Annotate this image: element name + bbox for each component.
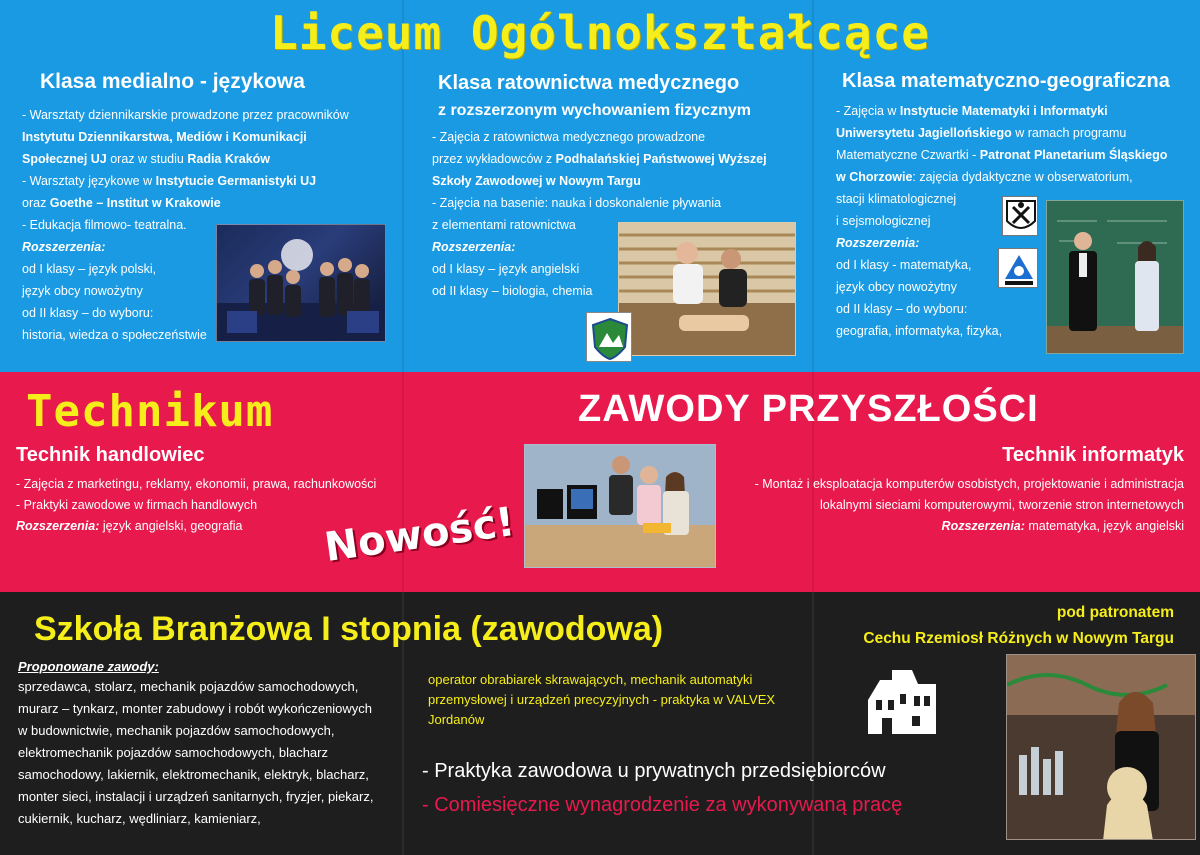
class-medical-subtitle: z rozszerzonym wychowaniem fizycznym [438, 102, 751, 119]
text: Podhalańskiej Państwowej Wyższej [555, 152, 767, 166]
text: : zajęcia dydaktyczne w obserwatorium, [912, 170, 1133, 184]
tech-it-title: Technik informatyk [1002, 444, 1184, 466]
future-professions-heading: ZAWODY PRZYSZŁOŚCI [578, 388, 1039, 430]
text: operator obrabiarek skrawających, mechanik automatyki [428, 672, 753, 687]
text: historia, wiedza o społeczeństwie [22, 328, 207, 342]
text: język obcy nowożytny [836, 280, 957, 294]
class-math-title: Klasa matematyczno-geograficzna [842, 70, 1170, 92]
text: elektromechanik pojazdów samochodowych, blacharz [18, 745, 328, 760]
text: matematyka, język angielski [1024, 519, 1184, 533]
text: od II klasy – biologia, chemia [432, 284, 593, 298]
class-medical-title: Klasa ratownictwa medycznego [438, 72, 740, 94]
text: od I klasy – język polski, [22, 262, 157, 276]
text: z elementami ratownictwa [432, 218, 576, 232]
text: przemysłowej i urządzeń precyzyjnych - praktyka w VALVEX [428, 692, 776, 707]
text: samochodowy, lakiernik, elektromechanik, elektryk, blacharz, [18, 767, 369, 782]
text: Patronat Planetarium Śląskiego [979, 148, 1168, 162]
text: Radia Kraków [187, 152, 271, 166]
extensions-label: Rozszerzenia: [432, 240, 516, 254]
first-aid-photo [618, 222, 796, 356]
text: Instytucie Germanistyki UJ [155, 174, 317, 188]
text: Jordanów [428, 712, 485, 727]
text: i sejsmologicznej [836, 214, 931, 228]
text: w budownictwie, mechanik pojazdów samochodowych, [18, 723, 335, 738]
extensions-label: Rozszerzenia: [836, 236, 920, 250]
patronage-text [794, 600, 1174, 652]
text: - Zajęcia w [836, 104, 900, 118]
planetarium-logo-icon [998, 248, 1038, 288]
text: Szkoły Zawodowej w Nowym Targu [432, 174, 641, 188]
text: geografia, informatyka, fizyka, [836, 324, 1003, 338]
technikum-section [0, 372, 1200, 592]
text: Cechu Rzemiosł Różnych w Nowym Targu [863, 630, 1174, 647]
proposed-professions-label: Proponowane zawody: [18, 659, 159, 674]
extensions-label: Rozszerzenia: [22, 240, 106, 254]
text: stacji klimatologicznej [836, 192, 957, 206]
text: oraz w studiu [106, 152, 188, 166]
valvex-professions [428, 670, 808, 730]
text: Instytucie Matematyki i Informatyki [899, 104, 1108, 118]
text: język obcy nowożytny [22, 284, 143, 298]
text: przez wykładowców z [432, 152, 556, 166]
guild-building-logo-icon [862, 660, 942, 740]
class-media-title: Klasa medialno - językowa [40, 70, 305, 93]
text: Instytutu Dziennikarstwa, Mediów i Komunikacji [22, 130, 307, 144]
computer-lab-photo [524, 444, 716, 568]
text: od I klasy – język angielski [432, 262, 580, 276]
radio-studio-photo [216, 224, 386, 342]
text: - Warsztaty językowe w [22, 174, 156, 188]
text: w Chorzowie [836, 170, 913, 184]
text: Goethe – Institut w Krakowie [49, 196, 221, 210]
text: lokalnymi sieciami komputerowymi, tworzenie stron internetowych [819, 498, 1184, 512]
text: - Warsztaty dziennikarskie prowadzone przez pracowników [22, 108, 349, 122]
text: język angielski, geografia [99, 519, 243, 533]
text: oraz [22, 196, 50, 210]
text: Społecznej UJ [22, 152, 107, 166]
practice-text: - Praktyka zawodowa u prywatnych przedsiębiorców [422, 760, 886, 782]
text: Uniwersytetu Jagiellońskiego [836, 126, 1012, 140]
text: - Edukacja filmowo- teatralna. [22, 218, 187, 232]
text: - Montaż i eksploatacja komputerów osobistych, projektowanie i administracja [754, 477, 1184, 491]
text: w ramach programu [1011, 126, 1127, 140]
professions-list [18, 658, 418, 830]
text: od I klasy - matematyka, [836, 258, 972, 272]
branzowa-title: Szkoła Branżowa I stopnia (zawodowa) [34, 610, 664, 648]
hairdresser-photo [1006, 654, 1196, 840]
text: od II klasy – do wyboru: [836, 302, 968, 316]
text: murarz – tynkarz, monter zabudowy i robót wykończeniowych [18, 701, 373, 716]
salary-text: - Comiesięczne wynagrodzenie za wykonywaną pracę [422, 794, 903, 816]
tech-it-description [714, 474, 1184, 537]
extensions-label: Rozszerzenia: [941, 519, 1025, 533]
technikum-title: Technikum [26, 386, 274, 437]
classroom-blackboard-photo [1046, 200, 1184, 354]
liceum-section [0, 0, 1200, 372]
new-badge: Nowość! [321, 498, 518, 572]
text: pod patronatem [1056, 604, 1174, 621]
tech-trade-title: Technik handlowiec [16, 444, 205, 466]
university-crest-icon [1002, 196, 1038, 236]
liceum-title: Liceum Ogólnokształcące [270, 6, 930, 60]
text: od II klasy – do wyboru: [22, 306, 154, 320]
text: - Zajęcia z marketingu, reklamy, ekonomii, prawa, rachunkowości [16, 477, 377, 491]
text: - Zajęcia z ratownictwa medycznego prowadzone [432, 130, 706, 144]
text: monter sieci, instalacji i urządzeń sanitarnych, fryzjer, piekarz, [18, 789, 374, 804]
text: Matematyczne Czwartki - [836, 148, 980, 162]
text: - Praktyki zawodowe w firmach handlowych [16, 498, 258, 512]
text: cukiernik, kucharz, wędliniarz, kamieniarz, [18, 811, 261, 826]
extensions-label: Rozszerzenia: [16, 519, 100, 533]
text: - Zajęcia na basenie: nauka i doskonalenie pływania [432, 196, 722, 210]
text: sprzedawca, stolarz, mechanik pojazdów samochodowych, [18, 679, 359, 694]
branzowa-section [0, 592, 1200, 855]
ppwsz-logo [586, 312, 632, 362]
